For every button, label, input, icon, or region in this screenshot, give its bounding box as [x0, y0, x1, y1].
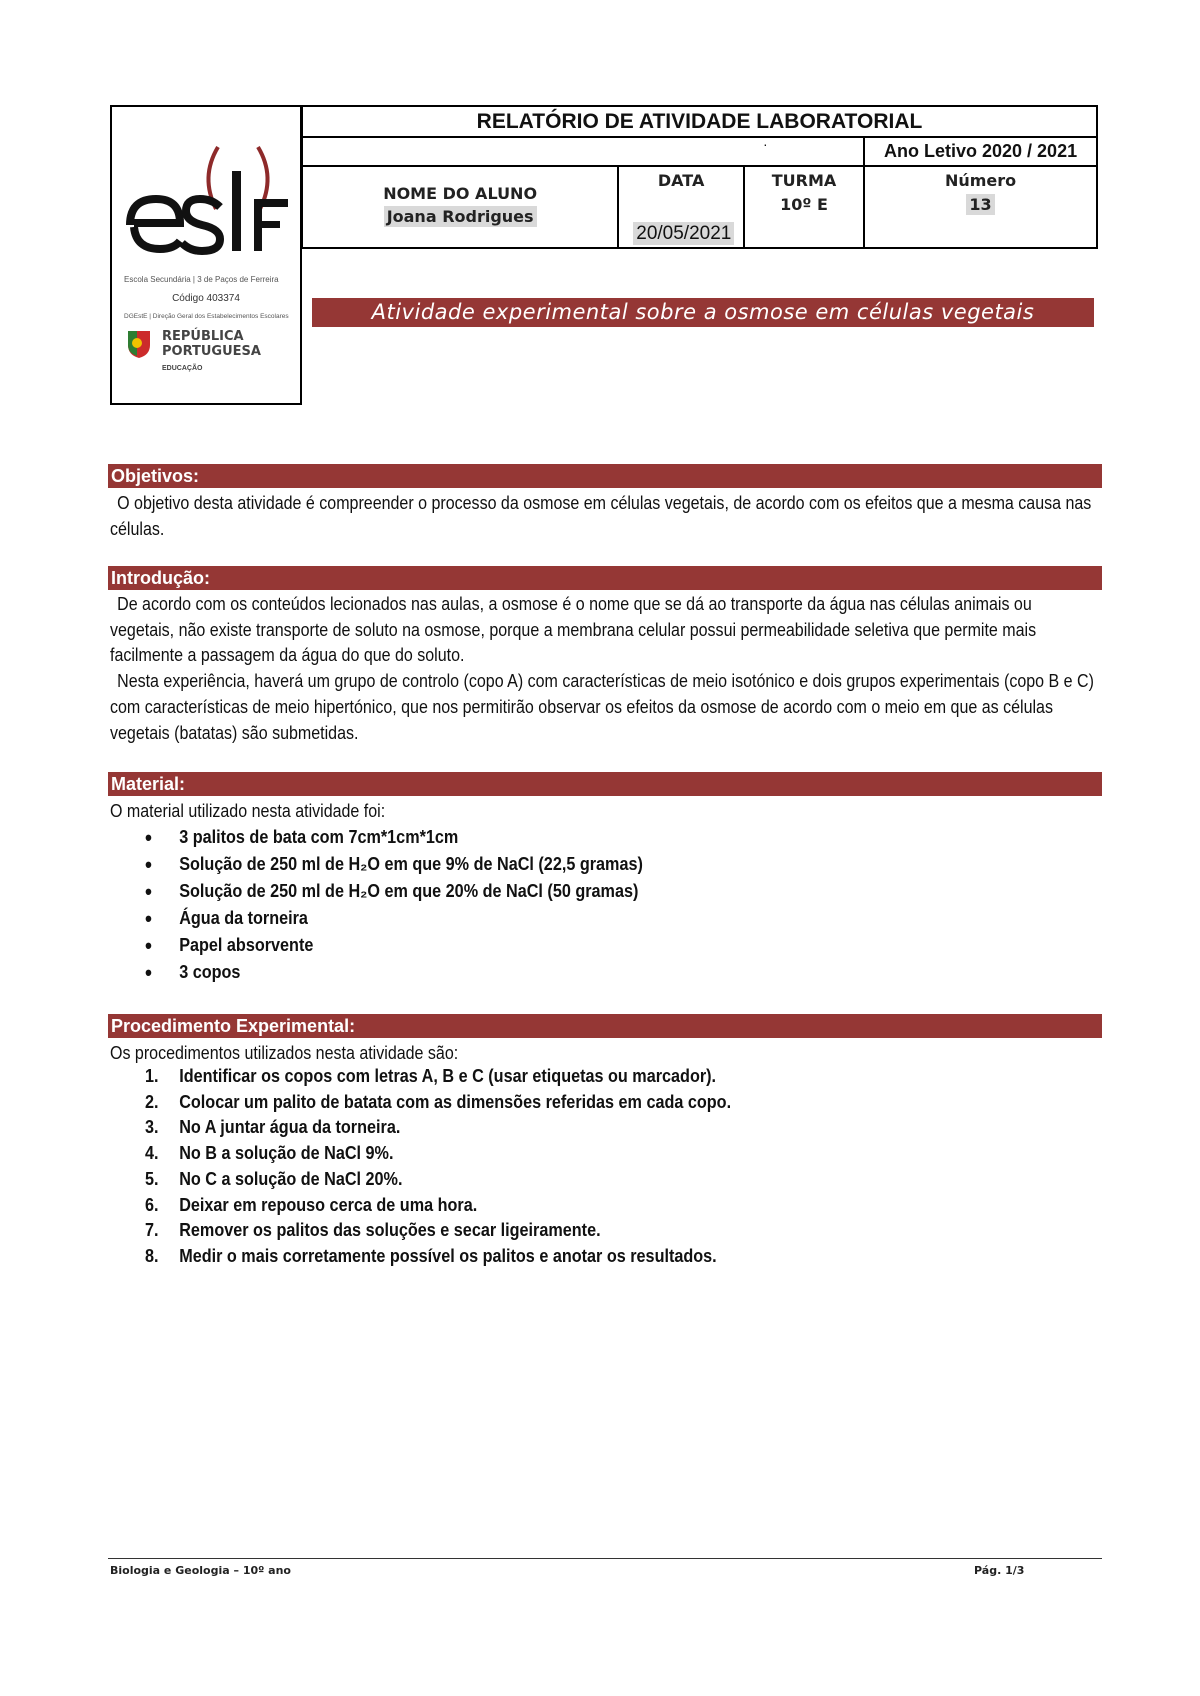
class-label: TURMA	[771, 171, 837, 190]
number-label: Número	[944, 171, 1017, 190]
footer-page-number: Pág. 1/3	[974, 1564, 1025, 1577]
procedure-step	[145, 1218, 731, 1244]
procedure-step-text: Medir o mais corretamente possível os palitos e anotar os resultados.	[179, 1245, 717, 1266]
procedure-step-text: No A juntar água da torneira.	[179, 1117, 401, 1138]
introduction-paragraph-1: De acordo com os conteúdos lecionados nas aulas, a osmose é o nome que se dá ao transporte da água nas células animais ou vegetais, não existe transporte de soluto na osmose, porque a membrana celular possui permeabilidade seletiva que permite mais facilmente a passagem da água do que do soluto.	[110, 594, 1037, 666]
header-blank-cell	[302, 137, 864, 166]
procedure-step-text: Colocar um palito de batata com as dimensões referidas em cada copo.	[179, 1091, 732, 1112]
material-item: • Água da torneira	[145, 905, 643, 932]
header-dot: ·	[763, 136, 768, 152]
logo-education: EDUCAÇÃO	[162, 365, 203, 372]
footer-subject: Biologia e Geologia – 10º ano	[110, 1564, 291, 1577]
school-logo	[110, 105, 302, 405]
student-name: Joana Rodrigues	[384, 206, 537, 227]
procedure-step-number: 1.	[145, 1066, 159, 1086]
number-cell	[864, 166, 1097, 248]
material-item: • Solução de 250 ml de H₂O em que 9% de NaCl (22,5 gramas)	[145, 851, 643, 878]
material-list	[145, 824, 643, 986]
esf-logo-mark	[120, 137, 296, 257]
portugal-flag-icon	[126, 329, 152, 359]
objectives-text: O objetivo desta atividade é compreender o processo da osmose em células vegetais, de acordo com os efeitos que a mesma causa nas células.	[110, 493, 1092, 539]
introduction-text-block	[110, 592, 1098, 746]
procedure-step-text: No C a solução de NaCl 20%.	[179, 1168, 403, 1189]
procedure-step-number: 4.	[145, 1143, 159, 1164]
activity-title: Atividade experimental sobre a osmose em células vegetais	[312, 298, 1094, 327]
procedure-step	[145, 1090, 731, 1116]
procedure-intro: Os procedimentos utilizados nesta atividade são:	[110, 1043, 459, 1063]
procedure-step-text: Deixar em repouso cerca de uma hora.	[179, 1194, 478, 1215]
footer-divider	[108, 1558, 1102, 1559]
procedure-step	[145, 1064, 731, 1090]
date-label: DATA	[657, 171, 705, 190]
procedure-step-text: Remover os palitos das soluções e secar ligeiramente.	[179, 1220, 601, 1241]
date-cell	[618, 166, 744, 248]
material-item: • Papel absorvente	[145, 932, 643, 959]
procedure-step-number: 8.	[145, 1245, 159, 1266]
objectives-heading: Objetivos:	[108, 464, 1102, 488]
material-heading: Material:	[108, 772, 1102, 796]
logo-republic-line2: PORTUGUESA	[162, 344, 261, 359]
procedure-step	[145, 1115, 731, 1141]
material-intro: O material utilizado nesta atividade foi:	[110, 801, 386, 821]
procedure-steps	[145, 1064, 731, 1270]
procedure-heading: Procedimento Experimental:	[108, 1014, 1102, 1038]
student-cell	[302, 166, 618, 248]
introduction-paragraph-2: Nesta experiência, haverá um grupo de controlo (copo A) com características de meio isotónico e dois grupos experimentais (copo B e C) com características de meio hipertónico, que nos permitirão observar os efeitos da osmose de acordo com o meio em que as células vegetais (batatas) são submetidas.	[110, 671, 1094, 743]
procedure-step-number: 6.	[145, 1194, 159, 1215]
class-cell	[744, 166, 864, 248]
procedure-step-number: 5.	[145, 1168, 159, 1189]
logo-school-line: Escola Secundária | 3 de Paços de Ferreira	[124, 275, 279, 284]
school-year: Ano Letivo 2020 / 2021	[864, 137, 1097, 166]
procedure-step-number: 2.	[145, 1091, 159, 1112]
procedure-step-text: Identificar os copos com letras A, B e C (usar etiquetas ou marcador).	[179, 1066, 717, 1086]
logo-school-code: Código 403374	[172, 293, 240, 304]
introduction-heading: Introdução:	[108, 566, 1102, 590]
student-label: NOME DO ALUNO	[383, 184, 538, 203]
procedure-step-text: No B a solução de NaCl 9%.	[179, 1143, 394, 1164]
procedure-step	[145, 1141, 731, 1167]
procedure-step	[145, 1244, 731, 1270]
procedure-step	[145, 1193, 731, 1219]
report-title: RELATÓRIO DE ATIVIDADE LABORATORIAL	[302, 106, 1097, 137]
class-value: 10º E	[780, 195, 828, 214]
procedure-step-number: 7.	[145, 1220, 159, 1241]
material-item: • 3 palitos de bata com 7cm*1cm*1cm	[145, 824, 643, 851]
procedure-step	[145, 1167, 731, 1193]
objectives-text-block	[110, 490, 1098, 542]
report-header-table	[301, 105, 1098, 249]
material-item: • Solução de 250 ml de H₂O em que 20% de NaCl (50 gramas)	[145, 878, 643, 905]
logo-republic-line1: REPÚBLICA	[162, 329, 244, 344]
procedure-step-number: 3.	[145, 1117, 159, 1138]
number-value: 13	[966, 194, 994, 215]
material-item: • 3 copos	[145, 959, 643, 986]
date-value: 20/05/2021	[633, 222, 734, 245]
logo-dgeste-line: DGEstE | Direção Geral dos Estabelecimentos Escolares	[124, 313, 289, 320]
